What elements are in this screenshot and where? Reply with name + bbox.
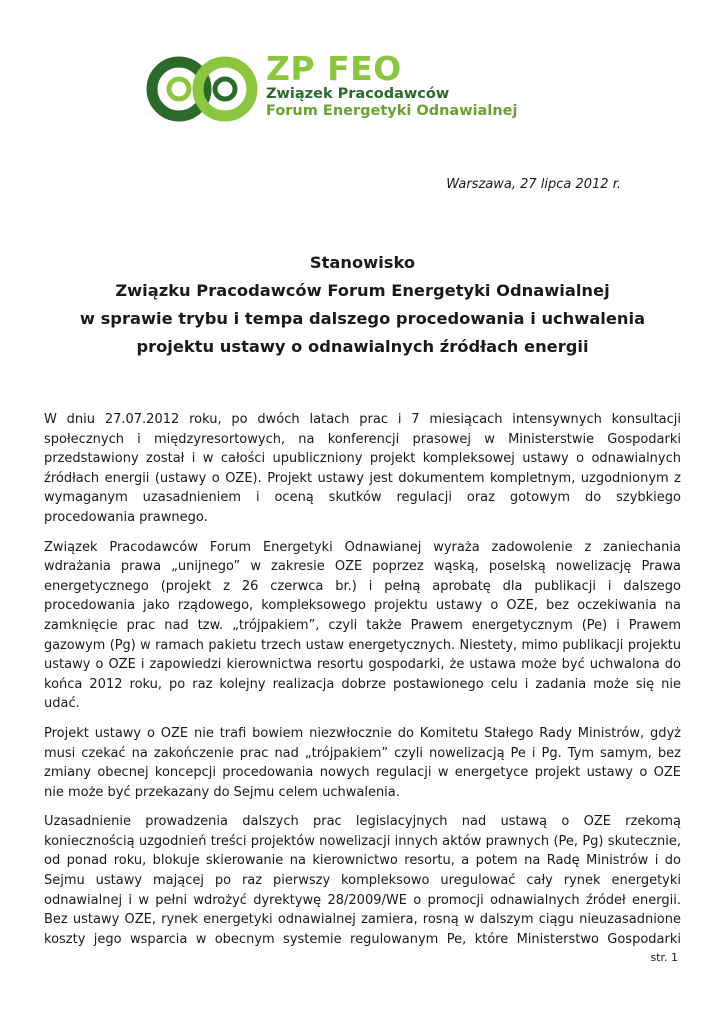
paragraph-line: wymaganym uzasadnieniem i oceną skutków regulacji oraz gotowym do szybkiego — [44, 490, 681, 506]
document-title — [30, 249, 695, 361]
title-line: Związku Pracodawców Forum Energetyki Odnawialnej — [115, 281, 610, 300]
paragraph-line: przedstawiony został i w całości upubliczniony projekt kompleksowej ustawy o odnawialnych — [44, 451, 681, 467]
paragraph-line: Bez ustawy OZE, rynek energetyki odnawialnej zamiera, rosną w dalszym ciągu nieuzasadnione — [44, 912, 681, 928]
paragraph-line: musi czekać na zakończenie prac nad „trójpakiem” czyli nowelizacją Pe i Pg. Tym samym, bez — [44, 745, 681, 761]
paragraph-line: od ponad roku, blokuje skierowanie na kierownictwo resortu, a potem na Radę Ministrów i do — [44, 853, 681, 869]
paragraph-line: udać. — [44, 696, 80, 712]
title-line: Stanowisko — [309, 253, 416, 272]
paragraph-line: Sejmu ustawy mającej po raz pierwszy kompleksowo uregulować cały rynek energetyki — [44, 873, 681, 889]
paragraph-line: źródłach energii (ustawy o OZE). Projekt ustawy jest dokumentem kompletnym, uzgodnionym z — [44, 470, 681, 486]
paragraph-line: energetycznego (projekt z 26 czerwca br.) i pełną aprobatę dla publikacji i dalszego — [44, 578, 681, 594]
paragraph-line: Uzasadnienie prowadzenia dalszych prac legislacyjnych nad ustawą o OZE rzekomą — [44, 814, 681, 830]
document-body — [44, 410, 681, 959]
paragraph-line: koszty jego wsparcia w obecnym systemie regulowanym Pe, które Ministerstwo Gospodarki — [44, 931, 681, 947]
logo-acronym: ZP FEO — [266, 49, 402, 88]
paragraph — [44, 724, 681, 802]
paragraph — [44, 812, 681, 949]
zp-feo-logo — [146, 49, 518, 126]
paragraph-line: gazowym (Pg) w ramach pakietu trzech ustaw energetycznych. Niestety, mimo publikacji projektu — [44, 637, 681, 653]
paragraph-line: końca 2012 roku, po raz kolejny realizacja dobrze postawionego celu i zadania może się nie — [44, 676, 681, 692]
paragraph-line: procedowania jako rządowego, kompleksowego projektu ustawy o OZE, bez oczekiwania na — [44, 598, 681, 614]
paragraph-line: Projekt ustawy o OZE nie trafi bowiem niezwłocznie do Komitetu Stałego Rady Ministrów, gdyż — [44, 725, 681, 741]
paragraph-line: zmiany obecnej koncepcji procedowania nowych regulacji w energetyce projekt ustawy o OZE — [44, 765, 681, 781]
logo-organization-line2: Forum Energetyki Odnawialnej — [266, 103, 518, 119]
paragraph-line: procedowania prawnego. — [44, 509, 208, 525]
paragraph — [44, 410, 681, 528]
paragraph — [44, 538, 681, 714]
paragraph-line: społecznych i międzyresortowych, na konferencji prasowej w Ministerstwie Gospodarki — [44, 431, 681, 447]
zp-feo-rings-icon — [146, 56, 258, 122]
logo-text — [266, 49, 518, 120]
paragraph-line: ustawy o OZE i zapowiedzi kierownictwa resortu gospodarki, że ustawa może być uchwalona do — [44, 657, 681, 673]
paragraph-line: nie może być przekazany do Sejmu celem uchwalenia. — [44, 784, 400, 800]
dateline: Warszawa, 27 lipca 2012 r. — [446, 177, 621, 192]
page-number: str. 1 — [650, 951, 678, 964]
paragraph-line: zamknięcie prac nad tzw. „trójpakiem”, czyli także Prawem energetycznym (Pe) i Prawem — [44, 617, 681, 633]
title-line: w sprawie trybu i tempa dalszego procedowania i uchwalenia — [79, 309, 646, 328]
paragraph-line: odnawialnej i w pełni wdrożyć dyrektywę 28/2009/WE o promocji odnawialnych źródeł energii. — [44, 892, 681, 908]
paragraph-line: Związek Pracodawców Forum Energetyki Odnawianej wyraża zadowolenie z zaniechania — [44, 539, 681, 555]
title-line: projektu ustawy o odnawialnych źródłach energii — [136, 337, 589, 356]
paragraph-line: W dniu 27.07.2012 roku, po dwóch latach prac i 7 miesiącach intensywnych konsultacji — [44, 412, 681, 427]
paragraph-line: wdrażania prawa „unijnego” w zakresie OZE poprzez wąską, poselską nowelizację Prawa — [44, 559, 681, 575]
logo-organization-line1: Związek Pracodawców — [266, 86, 450, 102]
paragraph-line: koniecznością uzgodnień treści projektów nowelizacji innych aktów prawnych (Pe, Pg) skutecznie, — [44, 833, 681, 849]
